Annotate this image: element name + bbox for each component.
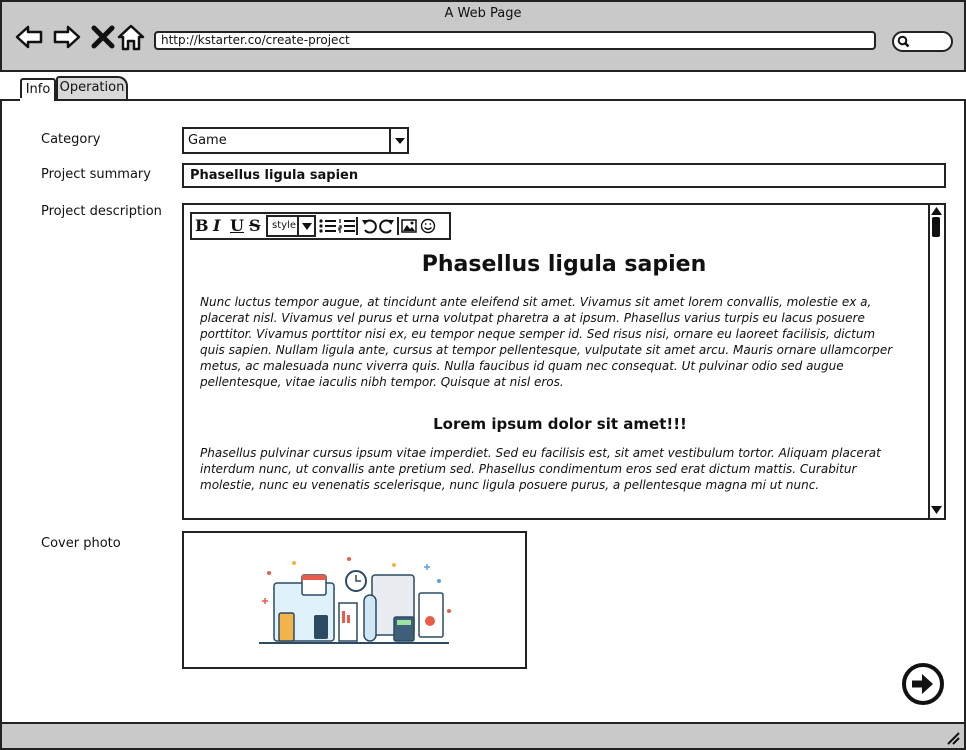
scrollbar-thumb[interactable] [932,217,940,237]
browser-search-field[interactable] [892,31,953,52]
resize-grip-icon[interactable] [946,731,960,745]
editor-paragraph: Nunc luctus tempor augue, at tincidunt ante eleifend sit amet. Vivamus sit amet lorem convallis, molestie ex a, placerat nisl. Vivamus vel purus et urna volutpat pharetra a at ipsum. Phasellus varius turpis eu lacus posuere porttitor. Vivamus porttitor nisi ex, eu tempor neque semper id. Sed risus nisi, ornare eu laoreet facilisis, dictum quis sapien. Nullam ligula ante, cursus at tempor pellentesque, vulputate sit amet arcu. Mauris ornare ullamcorper metus, ac malesuada nunc viverra quis. Nulla faucibus id quam nec consequat. Ut pulvinar odio sed augue pellentesque, vitae iaculis nibh tempor. Quisque at nisl eros. [200,295,893,389]
italic-button[interactable]: I [213,216,221,235]
editor-paragraph: Phasellus pulvinar cursus ipsum vitae imperdiet. Sed eu facilisis est, sit amet vestibulum tortor. Aliquam placerat interdum nunc, ut convallis ante pretium sed. Phasellus condimentum eros sed erat dictum mattis. Curabitur molestie, nunc eu venenatis scelerisque, nunc ligula posuere purus, a pellentesque magna mi ut nunc. [200,446,881,492]
scroll-up-icon[interactable] [931,206,942,215]
scroll-down-icon[interactable] [931,506,942,515]
bulleted-list-icon[interactable] [319,218,337,234]
next-arrow-button[interactable] [902,663,944,705]
window-title: A Web Page [444,6,522,21]
style-divider [297,215,299,237]
cover-illustration [254,553,454,649]
numbered-list-icon[interactable] [338,218,356,234]
back-arrow-icon[interactable] [14,22,44,52]
forward-arrow-icon[interactable] [52,22,82,52]
category-selected-value: Game [188,133,227,148]
cover-photo-frame[interactable] [182,531,527,669]
redo-icon[interactable] [379,218,395,234]
url-bar[interactable]: http://kstarter.co/create-project [154,31,876,50]
summary-input[interactable]: Phasellus ligula sapien [182,163,946,188]
summary-label: Project summary [41,167,151,182]
underline-button[interactable]: U [230,216,244,235]
editor-subheading: Lorem ipsum dolor sit amet!!! [433,415,687,433]
undo-icon[interactable] [361,218,377,234]
emoji-icon[interactable] [420,218,436,234]
tab-operation[interactable]: Operation [56,76,128,99]
category-dropdown-toggle[interactable] [389,129,409,152]
chevron-down-icon [394,137,406,145]
toolbar-divider [356,217,358,235]
bold-button[interactable]: B [195,216,209,235]
insert-image-icon[interactable] [401,219,417,233]
search-icon [897,35,910,48]
status-bar [0,722,966,750]
strikethrough-button[interactable]: S [249,216,261,235]
active-tab-joint [20,98,52,101]
cover-photo-label: Cover photo [41,536,121,551]
chevron-down-icon [302,223,312,230]
description-label: Project description [41,204,162,219]
tab-info[interactable]: Info [20,78,56,101]
style-dropdown[interactable] [266,215,316,237]
close-icon[interactable] [88,22,118,52]
category-label: Category [41,132,101,147]
editor-heading: Phasellus ligula sapien [421,252,707,277]
home-icon[interactable] [116,22,146,52]
toolbar-divider [397,217,399,235]
editor-scrollbar[interactable] [928,205,944,518]
style-dropdown-label: style [272,220,296,231]
